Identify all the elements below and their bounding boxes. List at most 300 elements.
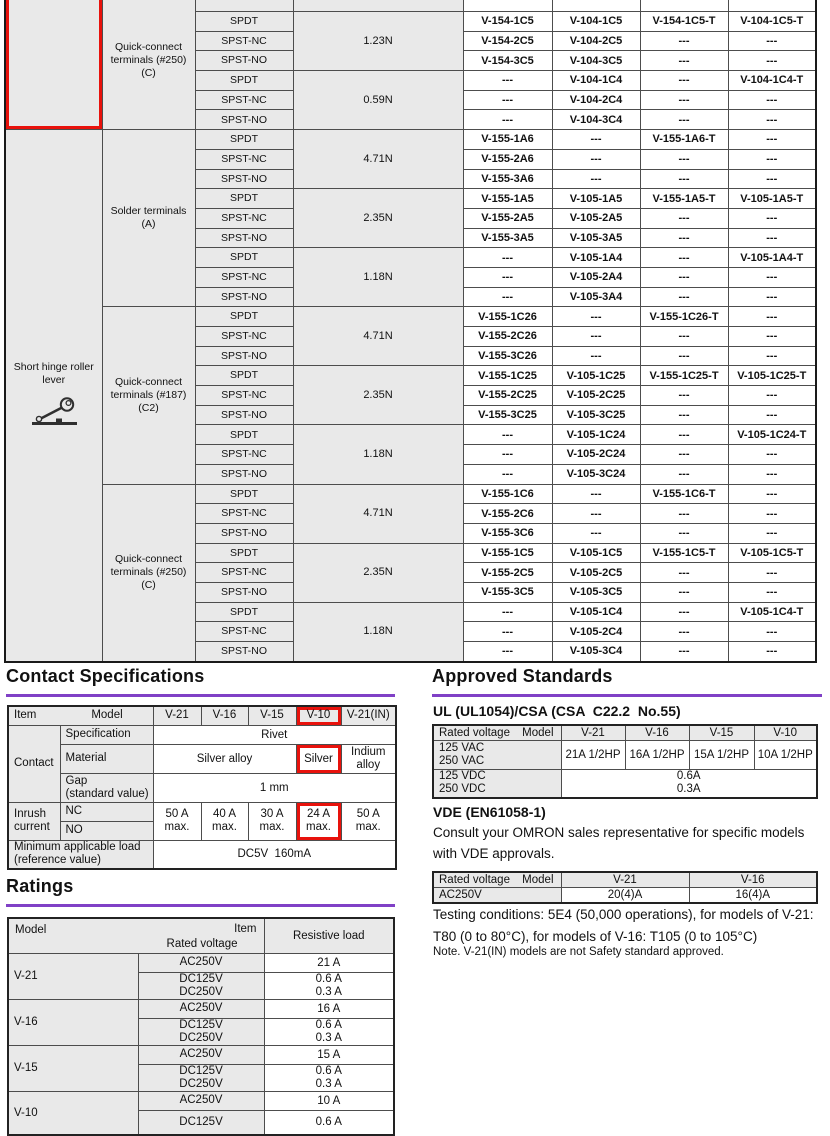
ul-csa-table	[432, 724, 818, 799]
model-cell: ---	[640, 71, 728, 91]
inrush-current-label	[8, 802, 60, 840]
model-label: Model	[91, 709, 123, 722]
rated-voltage-cell	[138, 1018, 264, 1045]
model-cell: V-104-2C4	[552, 90, 640, 110]
model-cell: ---	[552, 346, 640, 366]
model-cell: V-105-1C25	[552, 366, 640, 386]
resistive-load-cell-line: 0.6 A	[315, 1064, 342, 1077]
force-cell: 2.35N	[293, 189, 463, 248]
model-cell: ---	[640, 51, 728, 71]
vac-value: 21A 1/2HP	[561, 741, 625, 770]
model-cell: ---	[640, 464, 728, 484]
pole-cell: SPST-NC	[195, 327, 293, 347]
model-cell: V-155-2C26	[463, 327, 552, 347]
rated-voltage-cell: AC250V	[138, 1045, 264, 1064]
min-load-label-line: (reference value)	[14, 854, 101, 867]
resistive-load-header: Resistive load	[264, 918, 394, 953]
model-cell: ---	[552, 327, 640, 347]
model-cell: ---	[640, 425, 728, 445]
model-cell: V-105-3C25	[552, 405, 640, 425]
min-load-value: DC5V 160mA	[153, 840, 396, 869]
model-cell: V-155-1A5-T	[640, 189, 728, 209]
model-cell: V-155-1C6	[463, 484, 552, 504]
terminals-cell: Solder terminals (A)	[102, 130, 195, 307]
model-cell: V-104-2C5	[552, 31, 640, 51]
pole-cell: SPST-NO	[195, 582, 293, 602]
model-cell: ---	[463, 425, 552, 445]
inrush-value-line: max.	[164, 821, 190, 833]
model-label: Model	[522, 727, 554, 739]
material-label: Material	[60, 744, 153, 773]
model-cell: V-105-1A4-T	[728, 248, 816, 268]
pole-cell: SPDT	[195, 484, 293, 504]
resistive-load-cell: 10 A	[264, 1091, 394, 1110]
model-cell: ---	[552, 149, 640, 169]
inrush-value	[153, 802, 201, 840]
model-cell: V-105-1A4	[552, 248, 640, 268]
vdc-line: 250 VDC	[439, 783, 486, 796]
inrush-value-highlighted	[296, 802, 341, 840]
pole-cell: SPDT	[195, 12, 293, 32]
pole-cell: SPST-NO	[195, 287, 293, 307]
rated-voltage-cell	[138, 1064, 264, 1091]
model-cell: V-105-2C24	[552, 445, 640, 465]
pole-cell: SPDT	[195, 71, 293, 91]
model-cell: ---	[728, 386, 816, 406]
model-cell: ---	[463, 110, 552, 130]
model-cell: ---	[728, 582, 816, 602]
pole-cell: SPST-NO	[195, 228, 293, 248]
model-cell: V-105-1C24-T	[728, 425, 816, 445]
pole-cell: SPST-NO	[195, 110, 293, 130]
resistive-load-cell: 15 A	[264, 1045, 394, 1064]
rated-voltage-cell: AC250V	[138, 1091, 264, 1110]
model-cell: ---	[728, 405, 816, 425]
model-cell: ---	[640, 563, 728, 583]
model-cell: ---	[640, 208, 728, 228]
pole-cell: SPDT	[195, 130, 293, 150]
model-col-header: V-16	[689, 872, 817, 888]
force-cell: 1.18N	[293, 425, 463, 484]
model-cell: ---	[463, 90, 552, 110]
gap-label-line: (standard value)	[65, 787, 149, 800]
model-cell: ---	[728, 622, 816, 642]
pole-cell	[195, 0, 293, 12]
rating-model-cell: V-10	[8, 1091, 138, 1135]
inrush-label-line: Inrush	[14, 808, 46, 820]
model-cell: ---	[463, 602, 552, 622]
inrush-value-line: 40 A	[212, 808, 237, 820]
model-cell: V-105-2A4	[552, 267, 640, 287]
model-cell: V-105-1C4	[552, 602, 640, 622]
model-cell: ---	[728, 90, 816, 110]
model-cell: V-105-1A5-T	[728, 189, 816, 209]
vdc-value-merged	[561, 770, 817, 798]
model-cell: ---	[640, 602, 728, 622]
resistive-load-cell-line: 0.6 A	[315, 1018, 342, 1031]
model-cell: V-105-3C24	[552, 464, 640, 484]
force-cell: 2.35N	[293, 543, 463, 602]
model-cell: V-105-1C4-T	[728, 602, 816, 622]
model-cell: V-105-3C5	[552, 582, 640, 602]
vac-value: 16A 1/2HP	[625, 741, 689, 770]
model-cell: ---	[728, 523, 816, 543]
model-cell: V-155-3C5	[463, 582, 552, 602]
no-label: NO	[60, 821, 153, 840]
pole-cell: SPDT	[195, 248, 293, 268]
pole-cell: SPST-NO	[195, 642, 293, 662]
pole-cell: SPDT	[195, 189, 293, 209]
vde-voltage-label: AC250V	[433, 888, 561, 904]
model-cell: V-155-3C25	[463, 405, 552, 425]
model-cell: ---	[640, 622, 728, 642]
model-cell: ---	[728, 464, 816, 484]
model-cell: V-105-3A5	[552, 228, 640, 248]
model-col-header: V-15	[248, 706, 296, 725]
rated-voltage-cell-line: DC125V	[179, 1064, 223, 1077]
model-cell: ---	[728, 51, 816, 71]
model-cell: ---	[728, 267, 816, 287]
vdc-line: 125 VDC	[439, 770, 486, 783]
table-row	[5, 484, 816, 504]
model-cell: V-105-3A4	[552, 287, 640, 307]
header-item-model	[8, 706, 153, 725]
terminals-cell: Quick-connect terminals (#250) (C)	[102, 484, 195, 662]
model-cell: V-155-1A6-T	[640, 130, 728, 150]
model-cell: ---	[640, 267, 728, 287]
model-cell: ---	[552, 130, 640, 150]
vac-value: 15A 1/2HP	[689, 741, 754, 770]
model-cell: ---	[552, 169, 640, 189]
force-cell: 2.35N	[293, 366, 463, 425]
model-cell: V-155-3C26	[463, 346, 552, 366]
pole-cell: SPST-NO	[195, 464, 293, 484]
model-cell: ---	[728, 110, 816, 130]
model-cell: ---	[640, 110, 728, 130]
terminals-cell: Quick-connect terminals (#250) (C)	[102, 0, 195, 130]
model-cell: ---	[728, 149, 816, 169]
pole-cell: SPST-NO	[195, 405, 293, 425]
model-cell: ---	[463, 445, 552, 465]
approved-standards-title: Approved Standards	[432, 666, 613, 686]
force-cell: 4.71N	[293, 130, 463, 189]
pole-cell: SPST-NO	[195, 169, 293, 189]
pole-cell: SPDT	[195, 307, 293, 327]
model-cell: ---	[463, 248, 552, 268]
model-cell: V-155-1C6-T	[640, 484, 728, 504]
rated-voltage-label: Rated voltage	[166, 937, 238, 950]
model-cell: ---	[728, 346, 816, 366]
model-cell: V-154-3C5	[463, 51, 552, 71]
gap-value: 1 mm	[153, 773, 396, 802]
vac-line: 125 VAC	[439, 742, 485, 754]
model-cell: ---	[728, 327, 816, 347]
model-cell: V-105-2A5	[552, 208, 640, 228]
model-cell	[552, 0, 640, 12]
model-cell: ---	[640, 346, 728, 366]
model-cell: ---	[463, 71, 552, 91]
resistive-load-cell	[264, 1064, 394, 1091]
model-col-header: V-21(IN)	[341, 706, 396, 725]
pole-cell: SPST-NC	[195, 386, 293, 406]
inrush-value-line: max.	[212, 821, 237, 833]
rated-voltage-cell-line: DC250V	[179, 985, 223, 998]
model-col-header-highlighted: V-10	[296, 706, 341, 725]
model-col-header: V-21	[153, 706, 201, 725]
model-cell: ---	[728, 228, 816, 248]
model-cell: V-155-2A5	[463, 208, 552, 228]
model-cell: V-155-1C25-T	[640, 366, 728, 386]
vde-value: 20(4)A	[561, 888, 689, 904]
ratings-title: Ratings	[6, 876, 74, 896]
model-cell: V-105-2C5	[552, 563, 640, 583]
contact-row-label: Contact	[8, 725, 60, 802]
model-cell: ---	[640, 504, 728, 524]
model-cell: ---	[640, 90, 728, 110]
model-cell	[640, 0, 728, 12]
model-cell: ---	[640, 582, 728, 602]
model-cell: ---	[728, 208, 816, 228]
inrush-value-line: 50 A	[165, 808, 189, 820]
model-cell: V-155-1C25	[463, 366, 552, 386]
resistive-load-cell-line: 0.6 A	[315, 1115, 342, 1128]
model-cell: ---	[728, 484, 816, 504]
actuator-cell	[5, 130, 102, 662]
model-cell: V-155-1C26-T	[640, 307, 728, 327]
model-cell: V-155-1C5	[463, 543, 552, 563]
model-cell: V-104-1C5	[552, 12, 640, 32]
rated-voltage-cell: AC250V	[138, 999, 264, 1018]
force-cell	[293, 0, 463, 12]
model-cell: V-155-2C25	[463, 386, 552, 406]
model-cell: ---	[728, 307, 816, 327]
model-cell: V-155-3C6	[463, 523, 552, 543]
model-cell: ---	[552, 484, 640, 504]
specification-label: Specification	[60, 725, 153, 744]
gap-label	[60, 773, 153, 802]
model-col-header: V-16	[201, 706, 248, 725]
model-cell: V-105-3C4	[552, 642, 640, 662]
material-indium-line: Indium	[350, 745, 386, 758]
model-cell: V-155-2C5	[463, 563, 552, 583]
rated-voltage-cell	[138, 1110, 264, 1135]
ratings-row-ac	[8, 999, 394, 1018]
ratings-row-ac	[8, 1045, 394, 1064]
table-row	[5, 307, 816, 327]
model-cell: ---	[552, 504, 640, 524]
model-cell: ---	[640, 523, 728, 543]
ul-csa-heading: UL (UL1054)/CSA (CSA C22.2 No.55)	[433, 703, 681, 719]
force-cell: 1.23N	[293, 12, 463, 71]
specification-value: Rivet	[153, 725, 396, 744]
pole-cell: SPDT	[195, 425, 293, 445]
model-cell: ---	[640, 287, 728, 307]
header-ratedvoltage-model	[433, 872, 561, 888]
pole-cell: SPST-NC	[195, 622, 293, 642]
model-cell: V-154-1C5	[463, 12, 552, 32]
pole-cell: SPDT	[195, 366, 293, 386]
model-cell: V-155-3A5	[463, 228, 552, 248]
roller-lever-icon	[27, 395, 81, 427]
model-cell: ---	[728, 130, 816, 150]
item-label: Item	[14, 709, 37, 722]
model-cell: V-155-3A6	[463, 169, 552, 189]
material-indium-line: alloy	[356, 758, 381, 771]
material-indium	[341, 744, 396, 773]
rating-model-cell: V-15	[8, 1045, 138, 1091]
rated-voltage-cell-line: DC125V	[179, 1018, 223, 1031]
resistive-load-cell-line: 0.3 A	[315, 1031, 342, 1044]
rated-voltage-cell-line: DC125V	[179, 1115, 223, 1128]
model-label: Model	[15, 924, 47, 936]
vdc-value-line: 0.3A	[676, 783, 701, 796]
model-cell: ---	[728, 445, 816, 465]
model-cell: ---	[463, 287, 552, 307]
vdc-voltage-label	[433, 770, 561, 798]
model-cell: ---	[640, 169, 728, 189]
vde-table	[432, 871, 818, 904]
force-cell: 1.18N	[293, 248, 463, 307]
material-silver-highlighted: Silver	[296, 744, 341, 773]
ratings-row-ac	[8, 953, 394, 972]
inrush-value-line: max.	[355, 821, 381, 833]
rated-voltage-cell	[138, 972, 264, 999]
vac-voltage-label	[433, 741, 561, 770]
pole-cell: SPST-NC	[195, 563, 293, 583]
terminals-cell: Quick-connect terminals (#187) (C2)	[102, 307, 195, 484]
min-load-label	[8, 840, 153, 869]
vac-value: 10A 1/2HP	[754, 741, 817, 770]
contact-specifications-table	[7, 705, 397, 870]
model-col-header: V-21	[561, 872, 689, 888]
model-cell: V-155-1C26	[463, 307, 552, 327]
model-cell: ---	[552, 307, 640, 327]
rated-voltage-cell: AC250V	[138, 953, 264, 972]
model-cell: ---	[640, 31, 728, 51]
purple-rule	[6, 904, 395, 907]
pole-cell: SPDT	[195, 543, 293, 563]
nc-label: NC	[60, 802, 153, 821]
item-label: Item	[234, 923, 257, 935]
model-cell: ---	[728, 31, 816, 51]
model-cell: ---	[728, 504, 816, 524]
model-cell: V-155-2C6	[463, 504, 552, 524]
ratings-row-ac	[8, 1091, 394, 1110]
inrush-value-line: 50 A	[356, 808, 380, 820]
model-col-header: V-21	[561, 725, 625, 741]
min-load-label-line: Minimum applicable load	[14, 841, 141, 854]
model-cell: V-105-2C4	[552, 622, 640, 642]
model-selection-table	[4, 0, 817, 663]
model-cell: ---	[463, 464, 552, 484]
model-cell	[728, 0, 816, 12]
model-cell: ---	[728, 287, 816, 307]
inrush-value	[201, 802, 248, 840]
inrush-value-line: 30 A	[260, 808, 284, 820]
model-cell: V-105-2C25	[552, 386, 640, 406]
rated-voltage-label: Rated voltage	[439, 727, 510, 739]
model-cell: V-104-1C5-T	[728, 12, 816, 32]
resistive-load-cell: 21 A	[264, 953, 394, 972]
force-cell: 0.59N	[293, 71, 463, 130]
vac-line: 250 VAC	[439, 755, 485, 767]
pole-cell: SPST-NC	[195, 90, 293, 110]
resistive-load-cell-line: 0.6 A	[315, 972, 342, 985]
table-row-partial	[5, 0, 816, 12]
resistive-load-cell-line: 0.3 A	[315, 985, 342, 998]
model-cell	[463, 0, 552, 12]
model-cell: ---	[463, 267, 552, 287]
resistive-load-cell-line: 0.3 A	[315, 1077, 342, 1090]
model-col-header: V-16	[625, 725, 689, 741]
resistive-load-cell	[264, 972, 394, 999]
vde-heading: VDE (EN61058-1)	[433, 804, 546, 820]
model-col-header: V-10	[754, 725, 817, 741]
model-cell: V-155-1A6	[463, 130, 552, 150]
model-cell: ---	[463, 622, 552, 642]
resistive-load-cell	[264, 1110, 394, 1135]
model-cell: ---	[640, 642, 728, 662]
vde-value: 16(4)A	[689, 888, 817, 904]
inrush-value-line: 24 A	[306, 808, 331, 820]
model-cell: ---	[640, 445, 728, 465]
gap-label-line: Gap	[65, 774, 88, 787]
model-cell: V-104-1C4	[552, 71, 640, 91]
purple-rule	[6, 694, 395, 697]
testing-conditions-text: Testing conditions: 5E4 (50,000 operations), for models of V-21: T80 (0 to 80°C), for models of V-16: T105 (0 to 105°C)	[433, 907, 814, 944]
force-cell: 1.18N	[293, 602, 463, 662]
material-silver-alloy: Silver alloy	[153, 744, 296, 773]
rated-voltage-cell-line: DC125V	[179, 972, 223, 985]
pole-cell: SPST-NO	[195, 346, 293, 366]
model-cell: ---	[640, 327, 728, 347]
model-cell: ---	[552, 523, 640, 543]
pole-cell: SPST-NC	[195, 149, 293, 169]
model-cell: ---	[640, 386, 728, 406]
model-label: Model	[522, 874, 554, 886]
pole-cell: SPST-NO	[195, 523, 293, 543]
rated-voltage-label: Rated voltage	[439, 874, 510, 886]
vdc-value-line: 0.6A	[676, 770, 701, 783]
pole-cell: SPST-NC	[195, 504, 293, 524]
model-cell: V-154-2C5	[463, 31, 552, 51]
model-cell: V-155-2A6	[463, 149, 552, 169]
model-cell: ---	[463, 642, 552, 662]
force-cell: 4.71N	[293, 307, 463, 366]
model-cell: V-105-1A5	[552, 189, 640, 209]
safety-note-text: Note. V-21(IN) models are not Safety standard approved.	[433, 946, 724, 958]
actuator-cell	[5, 0, 102, 130]
vde-consult-text: Consult your OMRON sales representative for specific models with VDE approvals.	[433, 825, 805, 861]
model-cell: V-155-1C5-T	[640, 543, 728, 563]
table-row	[5, 130, 816, 150]
model-cell: ---	[728, 169, 816, 189]
model-cell: V-104-1C4-T	[728, 71, 816, 91]
pole-cell: SPST-NC	[195, 31, 293, 51]
inrush-value-line: max.	[259, 821, 285, 833]
model-col-header: V-15	[689, 725, 754, 741]
pole-cell: SPST-NC	[195, 267, 293, 287]
rated-voltage-cell-line: DC250V	[179, 1077, 223, 1090]
inrush-label-line: current	[14, 821, 50, 833]
pole-cell: SPST-NC	[195, 208, 293, 228]
pole-cell: SPST-NO	[195, 51, 293, 71]
purple-rule	[432, 694, 822, 697]
actuator-label: Short hinge roller lever	[13, 360, 94, 386]
resistive-load-cell	[264, 1018, 394, 1045]
ratings-table	[7, 917, 395, 1136]
rating-model-cell: V-16	[8, 999, 138, 1045]
